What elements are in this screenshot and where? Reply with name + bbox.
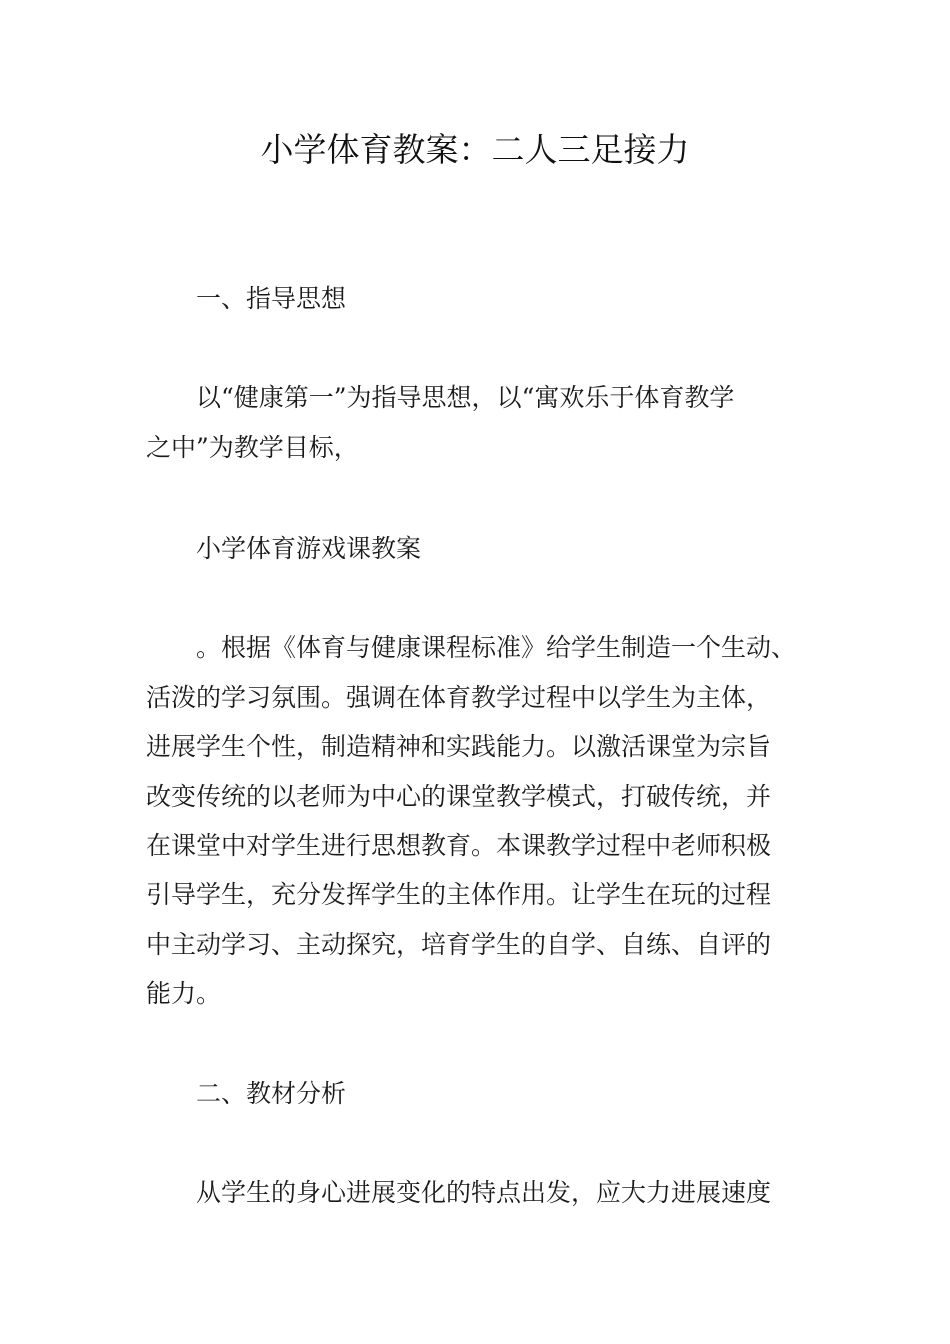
- document-title: 小学体育教案：二人三足接力: [260, 130, 690, 169]
- section-heading-guiding-thought: 一、指导思想: [196, 284, 347, 313]
- paragraph-line: 之中”为教学目标，: [146, 433, 359, 462]
- paragraph-line: 中主动学习、主动探究，培育学生的自学、自练、自评的: [146, 930, 772, 959]
- paragraph-line: 小学体育游戏课教案: [196, 534, 422, 563]
- paragraph-line: 改变传统的以老师为中心的课堂教学模式，打破传统，并: [146, 782, 772, 811]
- paragraph-line: 。根据《体育与健康课程标准》给学生制造一个生动、: [196, 633, 797, 662]
- paragraph-line: 能力。: [146, 979, 222, 1008]
- paragraph-line: 引导学生，充分发挥学生的主体作用。让学生在玩的过程: [146, 880, 772, 909]
- paragraph-line: 活泼的学习氛围。强调在体育教学过程中以学生为主体，: [146, 683, 772, 712]
- paragraph-line: 在课堂中对学生进行思想教育。本课教学过程中老师积极: [146, 831, 772, 860]
- paragraph-line: 从学生的身心进展变化的特点出发，应大力进展速度: [196, 1178, 772, 1207]
- paragraph-line: 进展学生个性，制造精神和实践能力。以激活课堂为宗旨: [146, 732, 772, 761]
- section-heading-material-analysis: 二、教材分析: [196, 1079, 347, 1108]
- paragraph-line: 以“健康第一”为指导思想，以“寓欢乐于体育教学: [196, 383, 735, 412]
